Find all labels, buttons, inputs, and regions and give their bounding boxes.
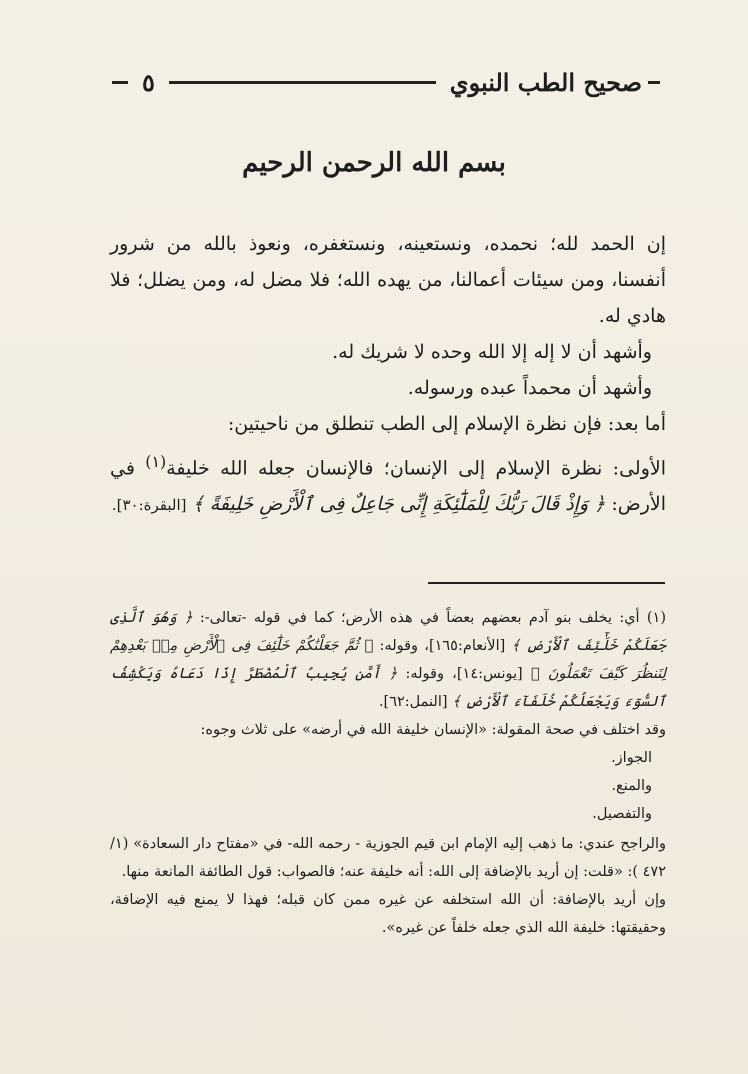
footnotes xyxy=(110,604,666,942)
footnote-text-4: [النمل:٦٢]. xyxy=(378,694,453,710)
footnote-text-3: [يونس:١٤]، وقوله: xyxy=(397,666,531,682)
paragraph-intro: أما بعد: فإن نظرة الإسلام إلى الطب تنطلق من ناحيتين: xyxy=(227,413,666,435)
verse-reference: [البقرة:٣٠]. xyxy=(111,496,187,515)
book-title: صحيح الطب النبوي xyxy=(449,67,642,97)
footnote-1 xyxy=(110,604,666,716)
main-text xyxy=(110,226,666,523)
footnote-text-2: [الأنعام:١٦٥]، وقوله: xyxy=(373,638,512,654)
footnote-verse-3: ﴿ أَمَّن يُجِيبُ ٱلْمُضْطَرَّ إِذَا دَعَاهُ وَيَكْشِفُ ٱلسُّوٓءَ وَيَجْعَلُكُمْ خُلَفَآءَ ٱلْأَرْضِ ﴾ xyxy=(110,666,666,710)
footnote-verse-2: ﴿ ثُمَّ جَعَلْنَٰكُمْ خَلَٰٓئِفَ فِى ٱلْأَرْضِ مِنۢ بَعْدِهِمْ لِنَنظُرَ كَيْفَ تَعْمَلُونَ ﴾ xyxy=(110,638,667,682)
running-header xyxy=(112,58,660,106)
header-tail-rule xyxy=(112,81,128,84)
footnote-preferred-view: والراجح عندي: ما ذهب إليه الإمام ابن قيم الجوزية - رحمه الله- في «مفتاح دار السعادة» (١/ ٤٧٢ ): «قلت: إن أريد بالإضافة إلى الله: أنه خليفة عنه؛ فالصواب: قول الطائفة المانعة منها. xyxy=(110,836,666,880)
footnote-option-forbid: والمنع. xyxy=(611,778,652,794)
paragraph-first-view xyxy=(110,444,666,523)
footnote-text: (١) أي: يخلف بنو آدم بعضهم بعضاً في هذه الأرض؛ كما في قوله -تعالى-: xyxy=(192,610,667,626)
footnote-option-permit: الجواز. xyxy=(611,750,652,766)
first-view-text: الأولى: نظرة الإسلام إلى الإنسان؛ فالإنسان جعله الله خليفة xyxy=(166,457,666,480)
footnote-separator xyxy=(428,582,665,584)
footnote-marker: (١) xyxy=(145,452,167,471)
first-view-text-2: في الأرض: xyxy=(110,457,666,516)
header-rule xyxy=(169,81,436,84)
footnote-verse-1: ﴿ وَهُوَ ٱلَّذِى جَعَلَكُمْ خَلَٰٓئِفَ ٱلْأَرْضِ ﴾ xyxy=(110,610,666,654)
footnote-disagreement: وقد اختلف في صحة المقولة: «الإنسان خليفة الله في أرضه» على ثلاث وجوه: xyxy=(200,722,666,738)
header-lead-rule xyxy=(648,81,660,84)
paragraph-praise: إن الحمد لله؛ نحمده، ونستعينه، ونستغفره، ونعوذ بالله من شرور أنفسنا، ومن سيئات أعمالنا، من يهده الله؛ فلا مضل له، ومن يضلل؛ فلا هادي له. xyxy=(110,233,666,327)
quran-verse: ﴿ وَإِذْ قَالَ رَبُّكَ لِلْمَلَٰٓئِكَةِ إِنِّى جَاعِلٌ فِى ٱلْأَرْضِ خَلِيفَةً ﴾ xyxy=(192,493,606,516)
footnote-option-detail: والتفصيل. xyxy=(592,806,652,822)
footnote-conclusion: وإن أريد بالإضافة: أن الله استخلفه عن غيره ممن كان قبله؛ فهذا لا يمنع فيه الإضافة، وحقيقتها: خليفة الله الذي جعله خلفاً عن غيره». xyxy=(110,892,666,936)
page-number: ٥ xyxy=(142,67,155,97)
paragraph-shahada-1: وأشهد أن لا إله إلا الله وحده لا شريك له. xyxy=(332,341,652,363)
paragraph-shahada-2: وأشهد أن محمداً عبده ورسوله. xyxy=(407,377,652,399)
basmala-heading: بسم الله الرحمن الرحيم xyxy=(242,148,506,178)
